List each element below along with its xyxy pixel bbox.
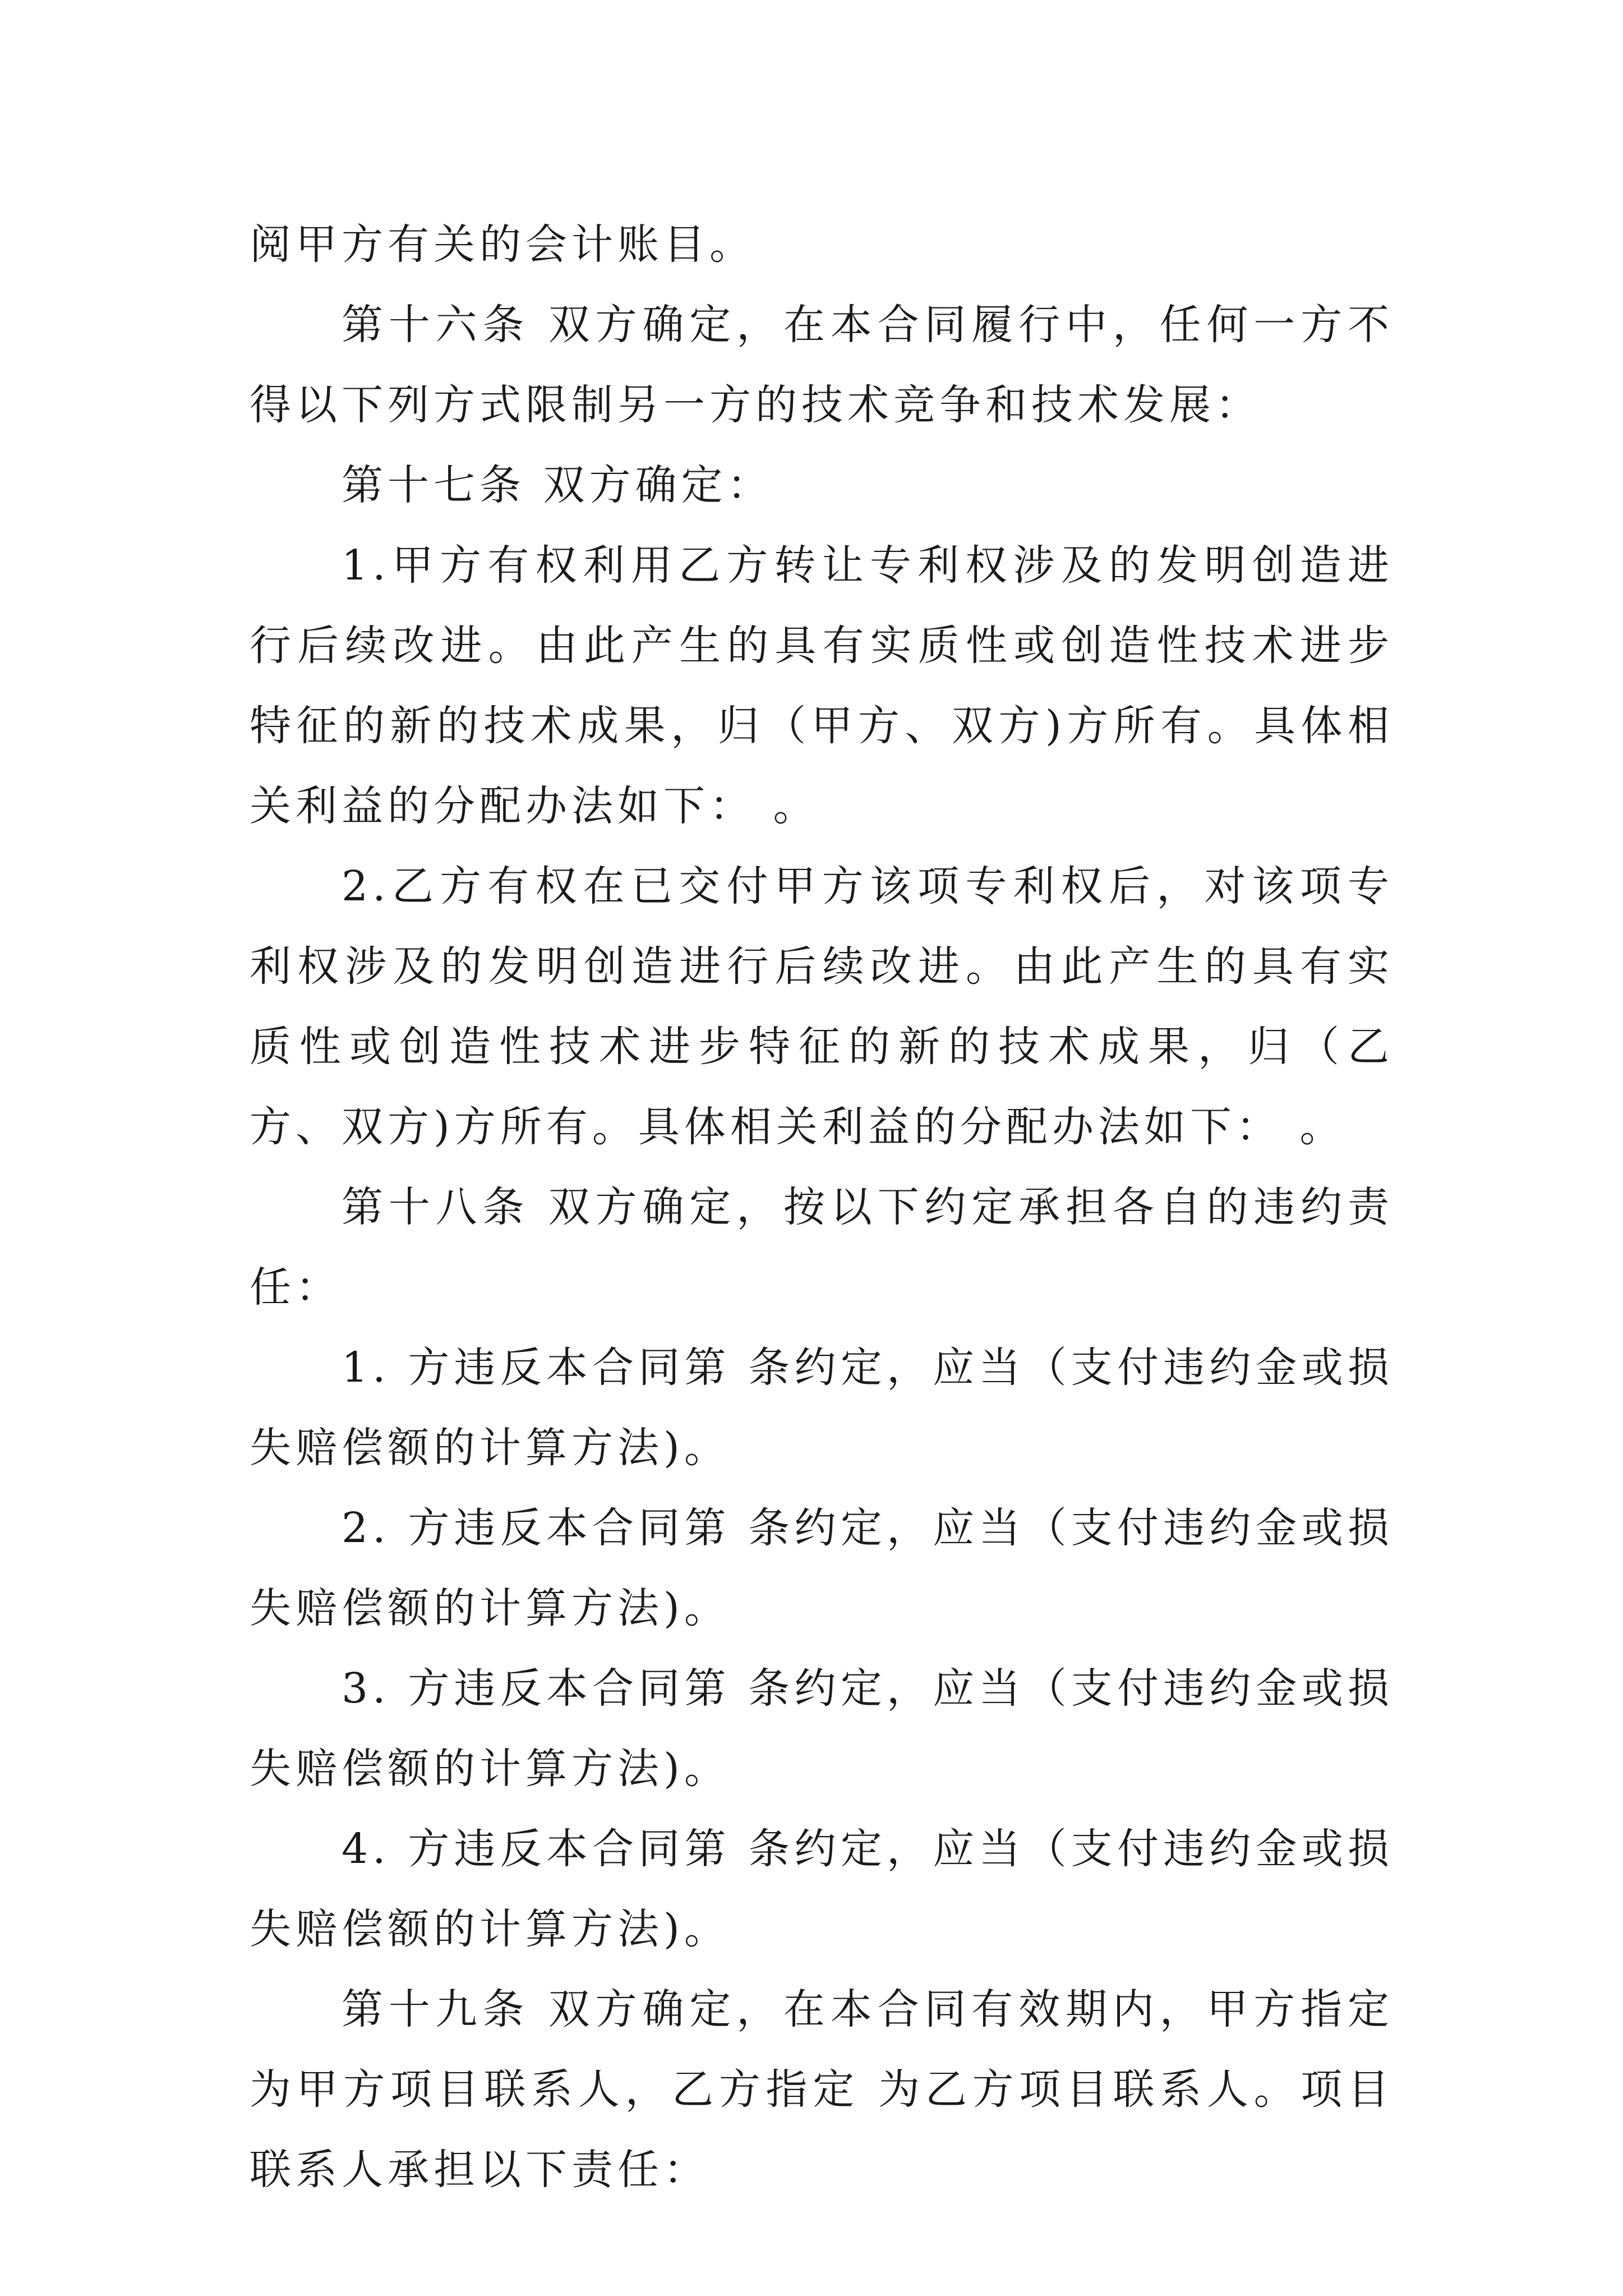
paragraph-continuation: 阅甲方有关的会计账目。 <box>250 220 755 269</box>
article-17-item-1: 1.甲方有权利用乙方转让专利权涉及的发明创造进行后续改进。由此产生的具有实质性或创造性技术进步特征的新的技术成果，归（甲方、双方)方所有。具体相关利益的分配办法如下： 。 <box>250 541 1394 830</box>
article-19: 第十九条 双方确定，在本合同有效期内，甲方指定 为甲方项目联系人，乙方指定 为乙方项目联系人。项目联系人承担以下责任： <box>250 1985 1394 2194</box>
article-17-item-2: 2.乙方有权在已交付甲方该项专利权后，对该项专利权涉及的发明创造进行后续改进。由此产生的具有实质性或创造性技术进步特征的新的技术成果，归（乙方、双方)方所有。具体相关利益的分配办法如下： 。 <box>250 862 1394 1151</box>
article-16: 第十六条 双方确定，在本合同履行中，任何一方不得以下列方式限制另一方的技术竞争和技术发展： <box>250 301 1394 429</box>
article-18-item-2: 2. 方违反本合同第 条约定，应当（支付违约金或损失赔偿额的计算方法)。 <box>250 1504 1394 1632</box>
document-body <box>250 205 1394 2210</box>
article-18-item-4: 4. 方违反本合同第 条约定，应当（支付违约金或损失赔偿额的计算方法)。 <box>250 1825 1394 1953</box>
article-17: 第十七条 双方确定： <box>342 461 773 509</box>
article-18: 第十八条 双方确定，按以下约定承担各自的违约责任： <box>250 1183 1394 1312</box>
article-18-item-1: 1. 方违反本合同第 条约定，应当（支付违约金或损失赔偿额的计算方法)。 <box>250 1343 1394 1472</box>
article-18-item-3: 3. 方违反本合同第 条约定，应当（支付违约金或损失赔偿额的计算方法)。 <box>250 1664 1394 1793</box>
